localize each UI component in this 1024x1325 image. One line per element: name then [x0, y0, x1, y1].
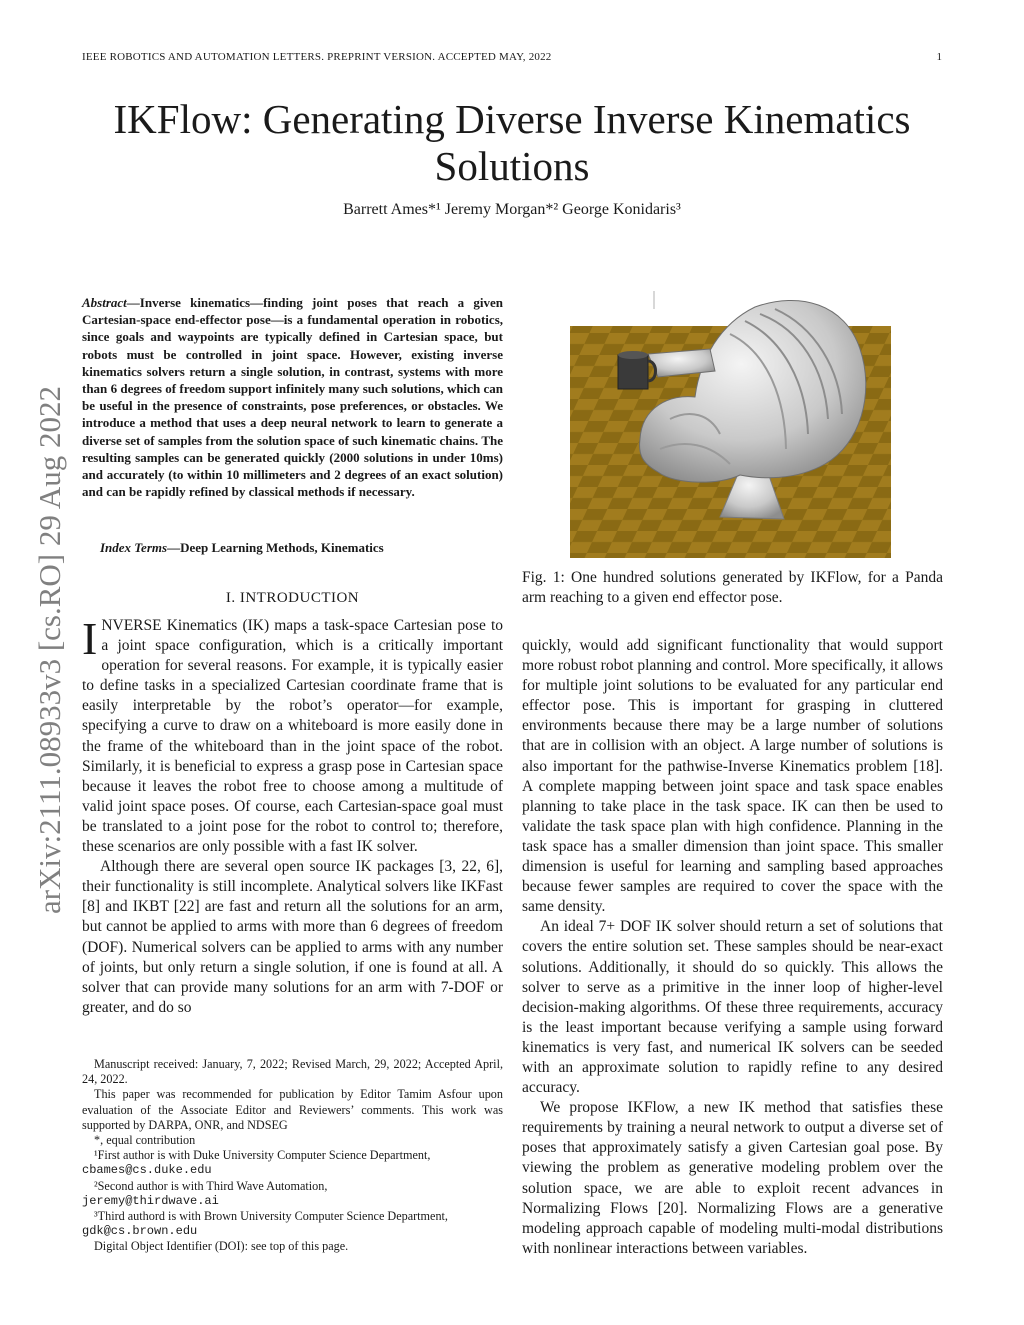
footnote-first-author: ¹First author is with Duke University Computer Science Department,	[94, 1148, 431, 1163]
intro-paragraph-2: Although there are several open source IK packages [3, 22, 6], their functionality is still incomplete. Analytical solvers like IKFast [8] and IKBT [22] are fast and return all the solutions for an arm, but cannot be applied to arms with more than 6 degrees of freedom (DOF). Numerical solvers can be applied to arms with any number of joints, but only return a single solution, if one is found at all. A solver that can provide many solutions for an arm with 7-DOF or greater, and do so	[82, 858, 503, 1016]
drop-cap: I	[82, 613, 98, 664]
index-terms-text: —Deep Learning Methods, Kinematics	[167, 540, 384, 555]
right-paragraph-1: quickly, would add significant functionality that would support more robust robot planning and control. More specifically, it allows for multiple joint solutions to be evaluated for any particular end effector pose. This is important for grasping in cluttered environments because there may be a large number of solutions that are in collision with an object. A large number of solutions is also important for the pathwise-Inverse Kinematics problem [18]. A complete mapping between joint space and task space enables planning to take place in the task space. IK can then be used to validate the task space plan with high confidence. Planning in the task space has a smaller dimension than joint space. This smaller dimension is useful for learning and sampling based approaches because fewer samples are required to cover the space with the same density.	[522, 637, 943, 916]
email-first-author: cbames@cs.duke.edu	[82, 1163, 212, 1178]
index-terms-label: Index Terms	[100, 540, 168, 555]
robot-arm-render	[570, 289, 891, 558]
email-second-author: jeremy@thirdwave.ai	[82, 1193, 219, 1208]
introduction-body	[82, 613, 503, 1018]
footnote-second-author: ²Second author is with Third Wave Automation,	[94, 1178, 328, 1193]
figure-caption: Fig. 1: One hundred solutions generated by IKFlow, for a Panda arm reaching to a given end effector pose.	[522, 569, 943, 607]
figure-robot-render	[570, 289, 891, 558]
running-header: IEEE ROBOTICS AND AUTOMATION LETTERS. PREPRINT VERSION. ACCEPTED MAY, 2022	[82, 51, 552, 63]
page-number: 1	[936, 51, 942, 63]
arxiv-stamp	[30, 350, 70, 950]
arxiv-stamp-text: arXiv:2111.08933v3 [cs.RO] 29 Aug 2022	[32, 385, 68, 915]
footnote-equal: *, equal contribution	[94, 1133, 196, 1148]
right-column-body	[522, 636, 943, 1259]
intro-paragraph-1: NVERSE Kinematics (IK) maps a task-space Cartesian pose to a joint space configuration, which is a critically important operation for several reasons. For example, it is typically easier to define tasks in a specialized Cartesian coordinate frame that is easily interpretable by the robot’s operator—for example, specifying a curve to draw on a whiteboard is more easily done in the frame of the whiteboard than in the joint space of the robot. Similarly, it is beneficial to express a grasp pose in Cartesian space because it leaves the robot free to choose among a multitude of valid joint space poses. Of course, each Cartesian-space goal must be translated to a joint pose for the robot to control to; therefore, these scenarios are only possible with a fast IK solver.	[82, 617, 503, 856]
footnote-editor: This paper was recommended for publication by Editor Tamim Asfour upon evaluation of the Associate Editor and Reviewers’ comments. This work was supported by DARPA, ONR, and NDSEG	[82, 1087, 503, 1132]
footnote-third-author: ³Third authord is with Brown University Computer Science Department,	[94, 1209, 448, 1224]
right-paragraph-3: We propose IKFlow, a new IK method that satisfies these requirements by training a neural network to output a diverse set of poses that approximately satisfy a given Cartesian goal pose. By viewing the problem as generative modeling problem over the solution space, we are able to exploit recent advances in Normalizing Flows [20]. Normalizing Flows are a generative modeling approach capable of modeling multi-modal distributions with nonlinear interactions between variables.	[522, 1099, 943, 1257]
footnote-received: Manuscript received: January, 7, 2022; Revised March, 29, 2022; Accepted April, 24, 2022.	[82, 1057, 503, 1087]
footnote-doi: Digital Object Identifier (DOI): see top of this page.	[94, 1239, 349, 1254]
abstract-text: —Inverse kinematics—finding joint poses that reach a given Cartesian-space end-effector pose—is a fundamental operation in robotics, since goals and waypoints are typically defined in Cartesian space, but robots must be controlled in joint space. However, existing inverse kinematics solvers return a single solution, in contrast, systems with more than 6 degrees of freedom support infinitely many such solutions, which can be useful in the presence of constraints, pose preferences, or obstacles. We introduce a method that uses a deep neural network to learn to generate a diverse set of samples from the solution space of such kinematic chains. The resulting samples can be generated quickly (2000 solutions in under 10ms) and accurately (to within 10 millimeters and 2 degrees of an exact solution) and can be rapidly refined by classical methods if necessary.	[82, 295, 503, 500]
footnotes	[82, 1057, 503, 1255]
abstract-label: Abstract	[82, 295, 127, 310]
author-list: Barrett Ames*¹ Jeremy Morgan*² George Konidaris³	[343, 201, 681, 218]
paper-title: IKFlow: Generating Diverse Inverse Kinematics Solutions	[113, 96, 911, 189]
right-paragraph-2: An ideal 7+ DOF IK solver should return a set of solutions that covers the entire solution set. These samples should be near-exact solutions. Additionally, it should do so quickly. This allows the solver to serve as a primitive in the inner loop of higher-level decision-making algorithms. Of these three requirements, accuracy is the least important because verifying a sample using forward kinematics is very fast, and numerical IK solvers can be seeded with an approximate solution to rapidly refine to any desired accuracy.	[522, 918, 943, 1097]
index-terms	[82, 539, 503, 556]
abstract	[82, 294, 503, 500]
email-third-author: gdk@cs.brown.edu	[82, 1224, 198, 1239]
section-heading-introduction: I. INTRODUCTION	[225, 590, 360, 606]
